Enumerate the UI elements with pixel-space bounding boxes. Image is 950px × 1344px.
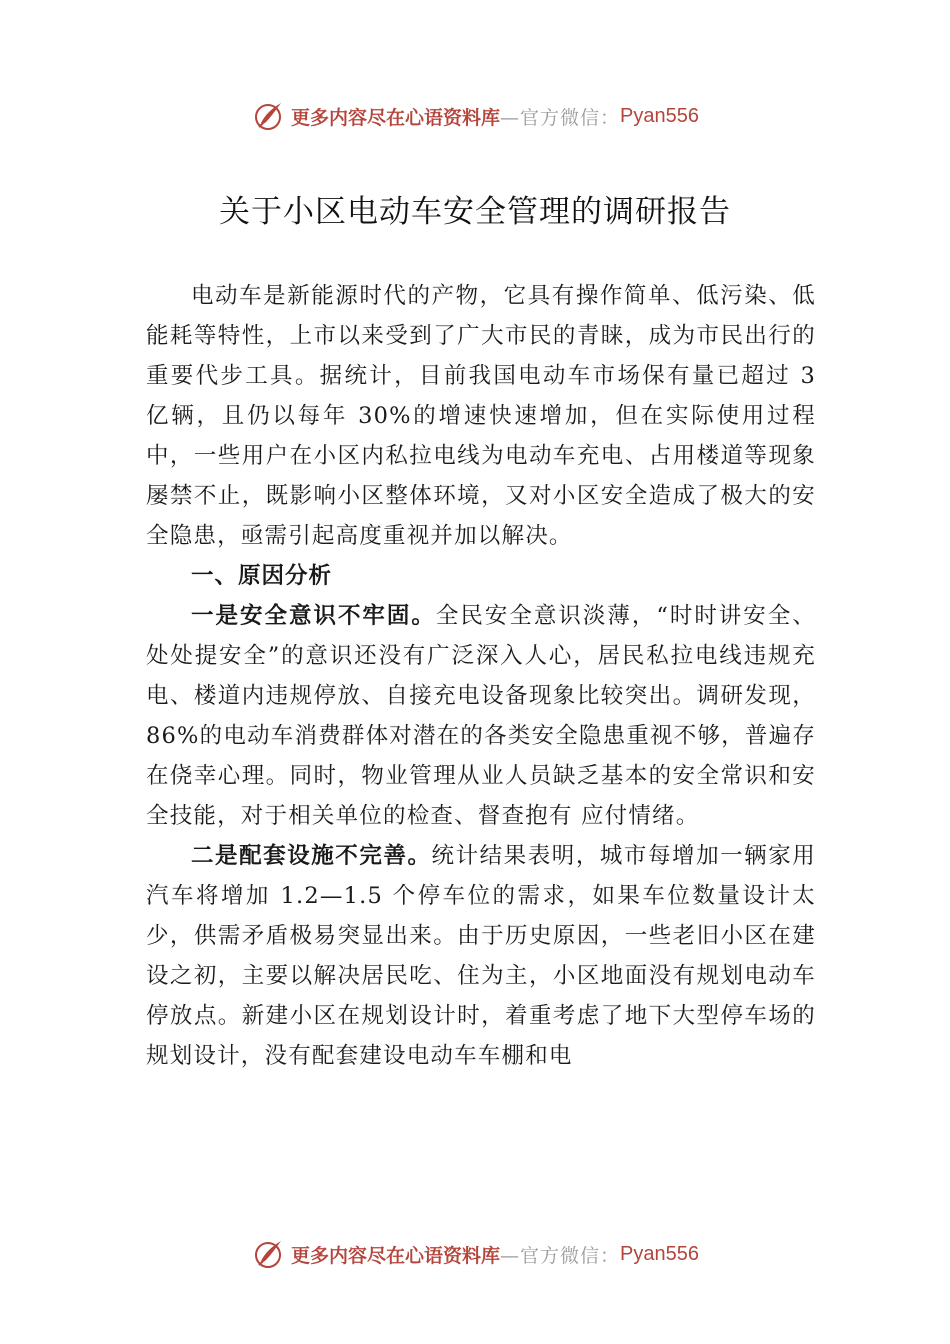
point-two-lead: 二是配套设施不完善。 bbox=[191, 843, 432, 869]
watermark-footer bbox=[0, 1234, 950, 1274]
watermark-official: —官方微信： bbox=[500, 106, 621, 129]
quill-logo-icon bbox=[251, 1237, 285, 1271]
watermark-wechat-id: Pyan556 bbox=[620, 104, 699, 127]
point-one-body: 全民安全意识淡薄，“时时讲安全、处处提安全”的意识还没有广泛深入人心，居民私拉电线违规充电、楼道内违规停放、自接充电设备现象比较突出。调研发现，86%的电动车消费群体对潜在的各类安全隐患重视不够，普遍存在侥幸心理。同时，物业管理从业人员缺乏基本的安全常识和安全技能，对于相关单位的检查、督查抱有 应付情绪。 bbox=[146, 603, 816, 829]
document-body bbox=[146, 276, 816, 1076]
watermark-brand: 更多内容尽在心语资料库 bbox=[291, 106, 501, 129]
section-heading-cause-analysis: 一、原因分析 bbox=[191, 563, 333, 589]
point-two-body: 统计结果表明，城市每增加一辆家用汽车将增加 1.2—1.5 个停车位的需求，如果车位数量设计太少，供需矛盾极易突显出来。由于历史原因，一些老旧小区在建设之初，主要以解决居民吃、住为主，小区地面没有规划电动车停放点。新建小区在规划设计时，着重考虑了地下大型停车场的规划设计，没有配套建设电动车车棚和电 bbox=[146, 843, 816, 1069]
watermark-official: —官方微信： bbox=[500, 1244, 621, 1267]
point-two-paragraph bbox=[146, 836, 816, 1076]
document-title: 关于小区电动车安全管理的调研报告 bbox=[219, 194, 731, 230]
intro-paragraph: 电动车是新能源时代的产物，它具有操作简单、低污染、低能耗等特性，上市以来受到了广大市民的青睐，成为市民出行的重要代步工具。据统计，目前我国电动车市场保有量已超过 3 亿辆，且仍以每年 30%的增速快速增加，但在实际使用过程中，一些用户在小区内私拉电线为电动车充电、占用楼道等现象屡禁不止，既影响小区整体环境，又对小区安全造成了极大的安全隐患，亟需引起高度重视并加以解决。 bbox=[146, 283, 816, 549]
point-one-lead: 一是安全意识不牢固。 bbox=[191, 603, 436, 629]
watermark-wechat-id: Pyan556 bbox=[620, 1242, 699, 1265]
quill-logo-icon bbox=[251, 99, 285, 133]
watermark-brand: 更多内容尽在心语资料库 bbox=[291, 1244, 501, 1267]
watermark-header bbox=[0, 96, 950, 136]
point-one-paragraph bbox=[146, 596, 816, 836]
